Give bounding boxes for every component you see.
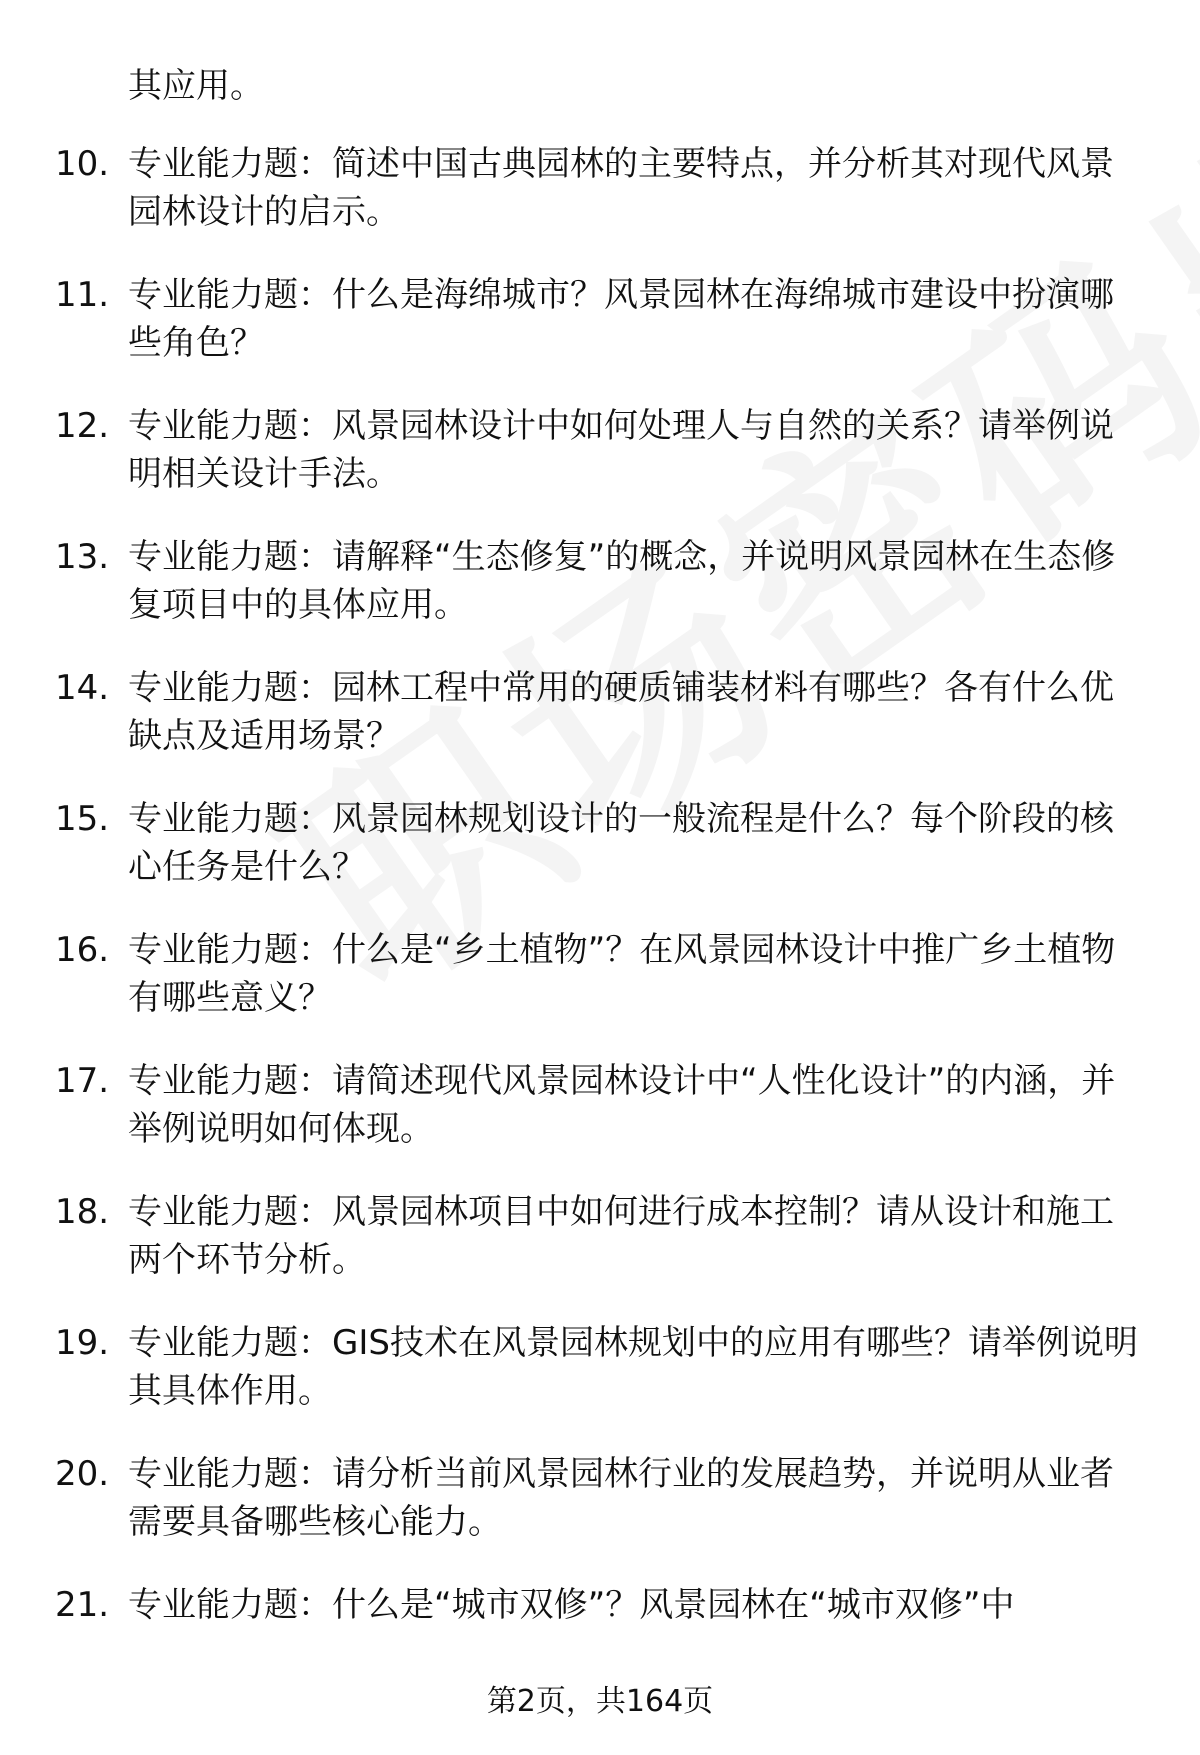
list-item (0, 926, 1200, 1057)
question-text: 专业能力题：请解释“生态修复”的概念，并说明风景园林在生态修复项目中的具体应用。 (128, 537, 1116, 625)
page-footer: 第2页，共164页 (486, 1684, 714, 1719)
question-text: 专业能力题：风景园林设计中如何处理人与自然的关系？请举例说明相关设计手法。 (128, 406, 1114, 494)
list-item (0, 271, 1200, 402)
question-number: 12. (55, 406, 110, 446)
question-text: 专业能力题：简述中国古典园林的主要特点，并分析其对现代风景园林设计的启示。 (128, 144, 1114, 232)
list-item (0, 795, 1200, 926)
question-number: 11. (55, 275, 110, 315)
question-text: 专业能力题：请简述现代风景园林设计中“人性化设计”的内涵，并举例说明如何体现。 (128, 1061, 1116, 1149)
question-text: 专业能力题：园林工程中常用的硬质铺装材料有哪些？各有什么优缺点及适用场景？ (128, 668, 1114, 756)
question-text: 专业能力题：GIS技术在风景园林规划中的应用有哪些？请举例说明其具体作用。 (128, 1323, 1138, 1411)
question-text: 专业能力题：风景园林规划设计的一般流程是什么？每个阶段的核心任务是什么？ (128, 799, 1114, 887)
question-number: 17. (55, 1061, 110, 1101)
question-text: 专业能力题：风景园林项目中如何进行成本控制？请从设计和施工两个环节分析。 (128, 1192, 1114, 1280)
list-item (0, 402, 1200, 533)
question-text: 专业能力题：什么是海绵城市？风景园林在海绵城市建设中扮演哪些角色？ (128, 275, 1114, 363)
question-text: 专业能力题：什么是“乡土植物”？在风景园林设计中推广乡土植物有哪些意义？ (128, 930, 1116, 1018)
list-item (0, 533, 1200, 664)
list-item (0, 1057, 1200, 1188)
question-number: 16. (55, 930, 110, 970)
list-item (0, 1319, 1200, 1450)
question-number: 15. (55, 799, 110, 839)
list-item (0, 140, 1200, 271)
question-number: 21. (55, 1585, 110, 1625)
carry-over-text: 其应用。 (128, 66, 264, 106)
question-number: 20. (55, 1454, 110, 1494)
question-number: 19. (55, 1323, 110, 1363)
list-item (0, 664, 1200, 795)
question-text: 专业能力题：什么是“城市双修”？风景园林在“城市双修”中 (128, 1585, 1015, 1625)
question-number: 13. (55, 537, 110, 577)
question-number: 14. (55, 668, 110, 708)
list-item (0, 1450, 1200, 1581)
question-text: 专业能力题：请分析当前风景园林行业的发展趋势，并说明从业者需要具备哪些核心能力。 (128, 1454, 1114, 1542)
question-number: 10. (55, 144, 110, 184)
question-list (0, 140, 1200, 1712)
list-item (0, 1188, 1200, 1319)
question-number: 18. (55, 1192, 110, 1232)
